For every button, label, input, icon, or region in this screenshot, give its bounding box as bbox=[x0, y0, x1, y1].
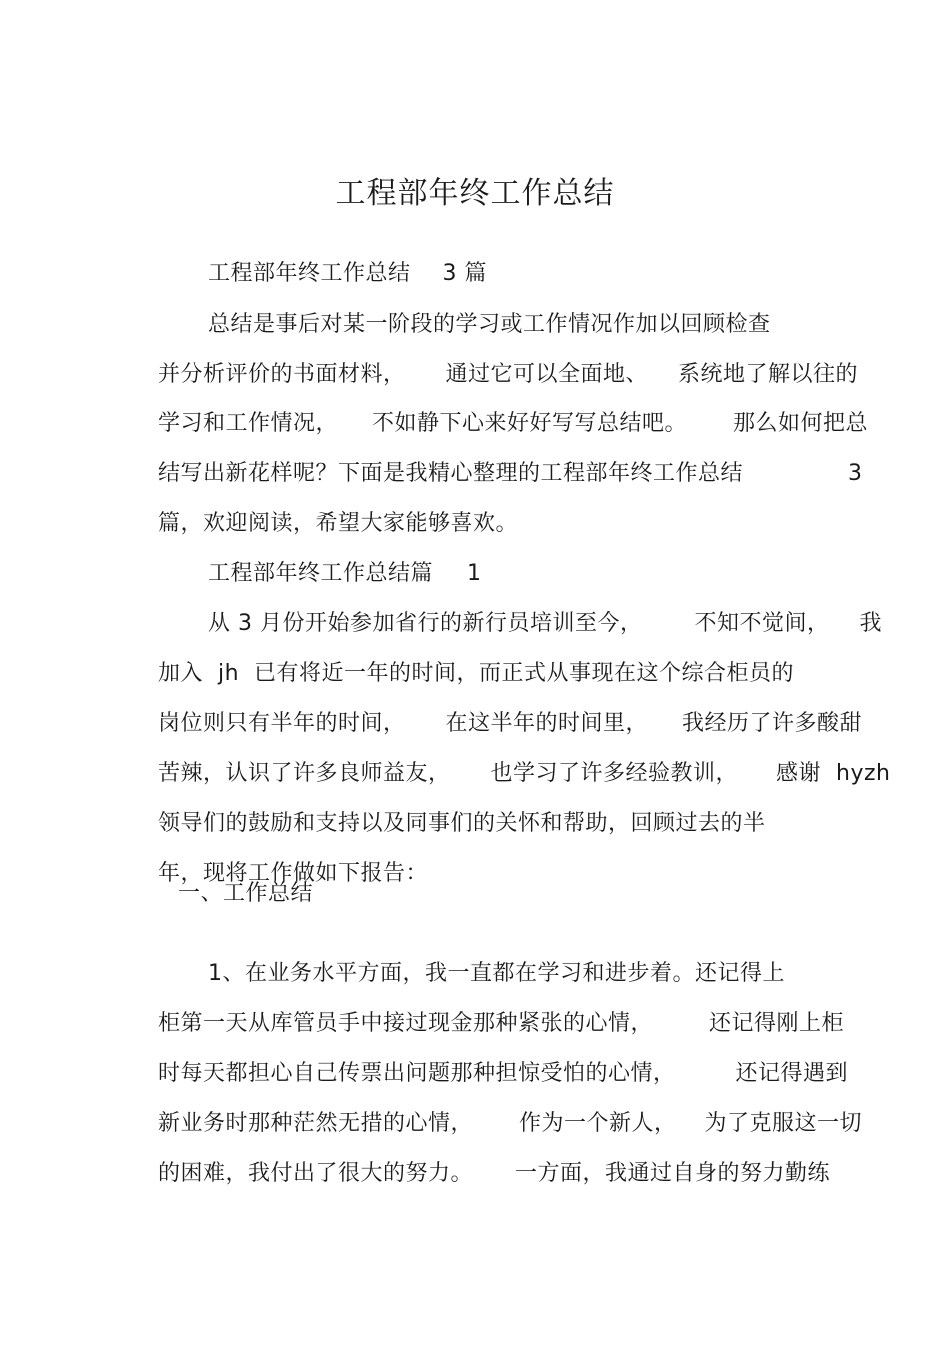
text-run: 年，现将工作做如下报告： bbox=[157, 861, 428, 886]
text-run: 一方面，我通过自身的努力勤练 bbox=[515, 1161, 831, 1186]
text-run: 领导们的鼓励和支持以及同事们的关怀和帮助，回顾过去的半 bbox=[157, 811, 766, 836]
text-run: 在这半年的时间里， bbox=[445, 711, 649, 736]
text-run: 为了克服这一切 bbox=[704, 1111, 863, 1136]
subheading: 一、工作总结 bbox=[178, 881, 314, 906]
text-run: 学习和工作情况， bbox=[157, 411, 338, 436]
text-run: 那么如何把总 bbox=[733, 411, 869, 436]
text-run: 结写出新花样呢？下面是我精心整理的工程部年终工作总结 bbox=[157, 461, 743, 486]
text-run: 我经历了许多酸甜 bbox=[682, 711, 863, 736]
document-title: 工程部年终工作总结 bbox=[335, 176, 615, 211]
text-run: 1、在业务水平方面，我一直都在学习和进步着。还记得上 bbox=[207, 961, 785, 986]
text-run: 加入 jh 已有将近一年的时间，而正式从事现在这个综合柜员的 bbox=[157, 661, 795, 686]
subtitle-text: 工程部年终工作总结 bbox=[207, 261, 411, 286]
text-run: 感谢 hyzh bbox=[776, 761, 891, 786]
text-run: 作为一个新人， bbox=[519, 1111, 677, 1136]
text-run: 的困难，我付出了很大的努力。 bbox=[157, 1161, 473, 1186]
section-heading-text: 工程部年终工作总结篇 bbox=[207, 561, 433, 586]
text-run: 系统地了解以往的 bbox=[678, 362, 859, 387]
text-run: 也学习了许多经验教训， bbox=[490, 761, 739, 786]
text-run: 不如静下心来好好写写总结吧。 bbox=[372, 411, 688, 436]
text-run: 不知不觉间， bbox=[694, 611, 830, 636]
text-run: 还记得刚上柜 bbox=[709, 1011, 845, 1036]
text-run: 还记得遇到 bbox=[735, 1061, 849, 1086]
text-run: 并分析评价的书面材料， bbox=[157, 362, 406, 387]
text-run: 篇，欢迎阅读，希望大家能够喜欢。 bbox=[157, 511, 518, 536]
text-run: 从 3 月份开始参加省行的新行员培训至今， bbox=[207, 611, 643, 636]
intro-line-4-number bbox=[818, 429, 862, 519]
subtitle-count: 3 篇 bbox=[442, 261, 487, 286]
text-run: 柜第一天从库管员手中接过现金那种紧张的心情， bbox=[157, 1011, 653, 1036]
text-run: 岗位则只有半年的时间， bbox=[157, 711, 406, 736]
text-run: 总结是事后对某一阶段的学习或工作情况作加以回顾检查 bbox=[207, 312, 771, 337]
text-run: 我 bbox=[859, 611, 883, 636]
text-run: 苦辣，认识了许多良师益友， bbox=[157, 761, 451, 786]
point-line-5 bbox=[128, 1129, 830, 1219]
text-run: 时每天都担心自己传票出问题那种担惊受怕的心情， bbox=[157, 1061, 676, 1086]
section-heading-number: 1 bbox=[467, 561, 482, 586]
text-run: 新业务时那种茫然无措的心情， bbox=[157, 1111, 473, 1136]
text-run: 通过它可以全面地、 bbox=[445, 362, 649, 387]
text-run: 3 bbox=[847, 461, 863, 486]
